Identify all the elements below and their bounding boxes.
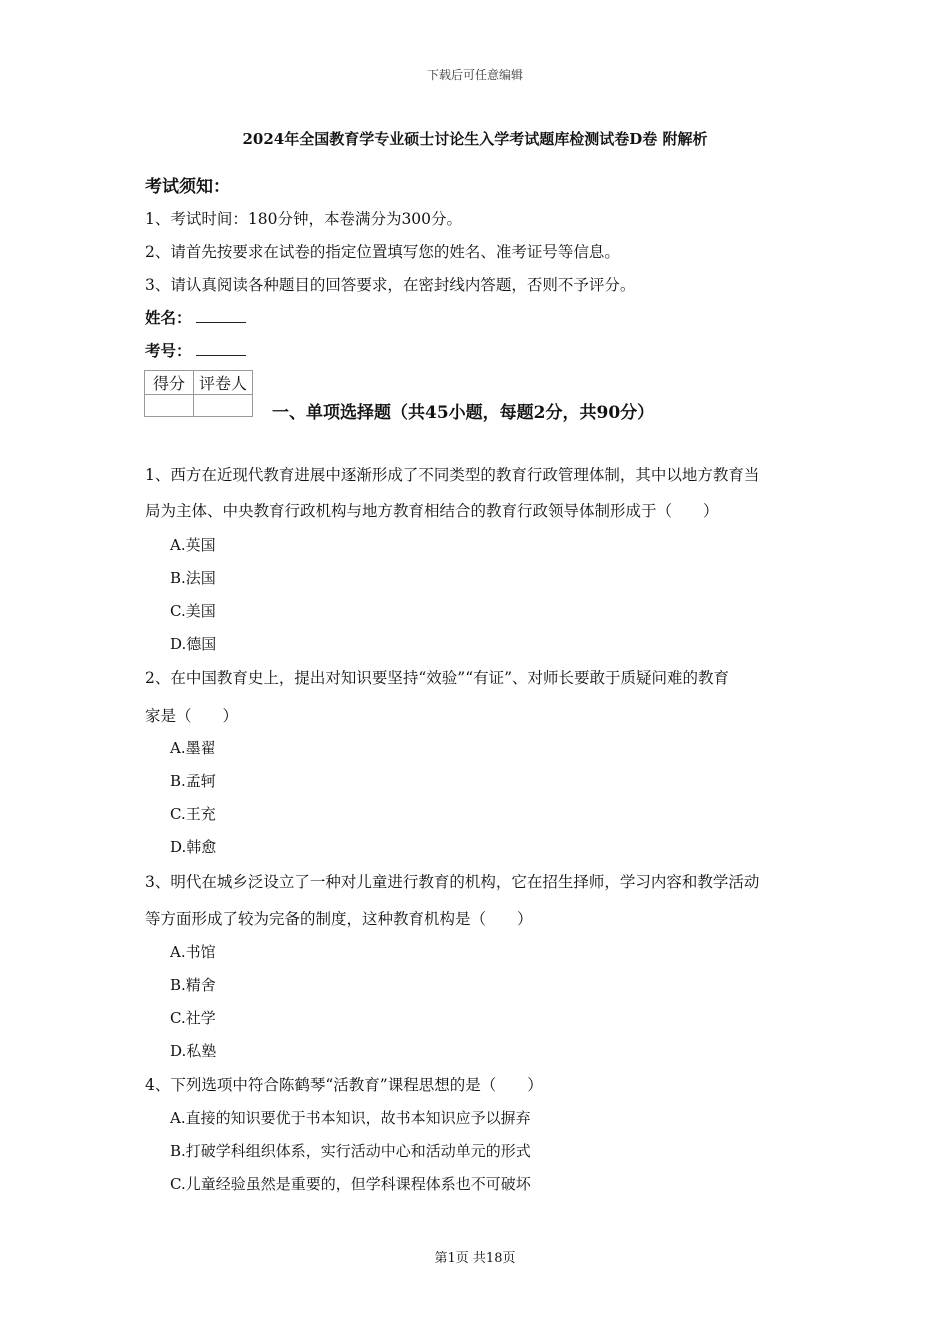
question-2-option-c: C.王充 [170, 805, 216, 823]
notice-item: 2、请首先按要求在试卷的指定位置填写您的姓名、准考证号等信息。 [145, 243, 620, 261]
grader-cell [194, 395, 253, 417]
question-1-option-c: C.美国 [170, 602, 216, 620]
score-cell [145, 395, 194, 417]
name-blank [196, 308, 246, 323]
question-3-option-a: A.书馆 [170, 943, 216, 961]
page-footer: 第1页 共18页 [434, 1251, 516, 1266]
question-1-option-b: B.法国 [170, 569, 216, 587]
notice-heading: 考试须知： [145, 177, 230, 197]
id-field [145, 339, 246, 361]
question-4-option-b: B.打破学科组织体系，实行活动中心和活动单元的形式 [170, 1142, 531, 1160]
notice-item: 1、考试时间：180分钟，本卷满分为300分。 [145, 210, 463, 228]
section-heading: 一、单项选择题（共45小题，每题2分，共90分） [272, 403, 655, 423]
notice-item: 3、请认真阅读各种题目的回答要求，在密封线内答题，否则不予评分。 [145, 276, 636, 294]
question-1-line-1: 1、西方在近现代教育进展中逐渐形成了不同类型的教育行政管理体制，其中以地方教育当 [145, 466, 760, 484]
score-header: 得分 [145, 371, 194, 395]
question-2-option-b: B.孟轲 [170, 772, 216, 790]
name-label: 姓名： [145, 308, 192, 327]
question-3-option-b: B.精舍 [170, 976, 216, 994]
question-1-line-2: 局为主体、中央教育行政机构与地方教育相结合的教育行政领导体制形成于（ ） [145, 502, 719, 520]
question-2-line-2: 家是（ ） [145, 707, 239, 725]
question-3-line-1: 3、明代在城乡泛设立了一种对儿童进行教育的机构，它在招生择师，学习内容和教学活动 [145, 873, 760, 891]
exam-title: 2024年全国教育学专业硕士讨论生入学考试题库检测试卷D卷 附解析 [242, 130, 708, 148]
question-2-line-1: 2、在中国教育史上，提出对知识要坚持“效验”“有证”、对师长要敢于质疑问难的教育 [145, 669, 730, 687]
question-3-option-d: D.私塾 [170, 1042, 217, 1060]
grader-header: 评卷人 [194, 371, 253, 395]
question-3-line-2: 等方面形成了较为完备的制度，这种教育机构是（ ） [145, 910, 533, 928]
question-4-option-a: A.直接的知识要优于书本知识，故书本知识应予以摒弃 [170, 1109, 531, 1127]
question-4-line-1: 4、下列选项中符合陈鹤琴“活教育”课程思想的是（ ） [145, 1076, 543, 1094]
question-2-option-a: A.墨翟 [170, 739, 216, 757]
name-field [145, 306, 246, 328]
question-3-option-c: C.社学 [170, 1009, 216, 1027]
id-label: 考号： [145, 341, 192, 360]
header-note: 下载后可任意编辑 [426, 68, 523, 82]
id-blank [196, 341, 246, 356]
question-4-option-c: C.儿童经验虽然是重要的，但学科课程体系也不可破坏 [170, 1175, 531, 1193]
question-2-option-d: D.韩愈 [170, 838, 217, 856]
score-table [144, 370, 253, 417]
question-1-option-a: A.英国 [170, 536, 216, 554]
question-1-option-d: D.德国 [170, 635, 217, 653]
